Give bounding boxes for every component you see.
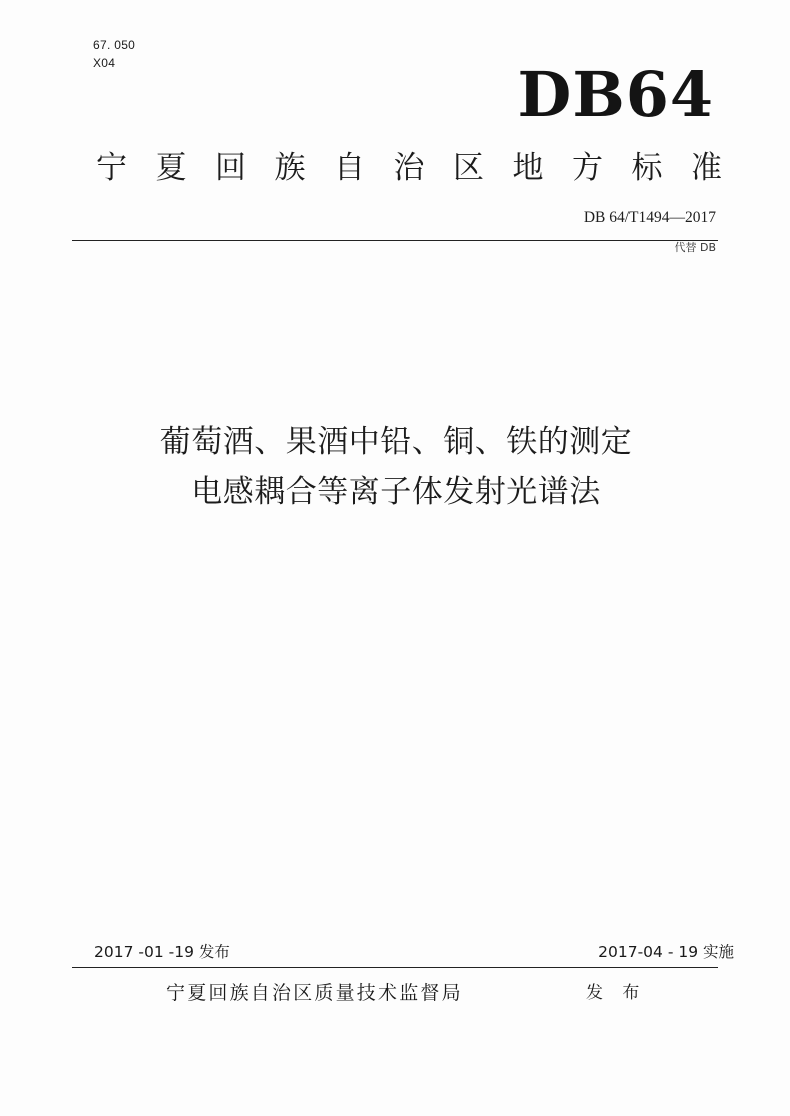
replaces-note: 代替 DB xyxy=(674,241,716,254)
publish-label: 发 布 xyxy=(586,983,647,1003)
standard-type-heading: 宁夏回族自治区地方标准 xyxy=(96,150,751,186)
ccs-code: X04 xyxy=(93,56,116,70)
document-title-line-2: 电感耦合等离子体发射光谱法 xyxy=(191,474,601,510)
implementation-date: 2017-04 - 19 实施 xyxy=(598,943,734,961)
classification-codes xyxy=(93,36,135,72)
footer-divider xyxy=(72,967,718,968)
db-mark-logo: DB64 xyxy=(517,58,714,131)
ics-code: 67. 050 xyxy=(93,38,136,52)
standard-number: DB 64/T1494—2017 xyxy=(583,209,716,226)
date-row xyxy=(94,941,734,963)
header-divider xyxy=(72,240,718,241)
issuing-authority: 宁夏回族自治区质量技术监督局 xyxy=(166,982,463,1004)
issue-date: 2017 -01 -19 发布 xyxy=(94,943,230,961)
document-title-line-1: 葡萄酒、果酒中铅、铜、铁的测定 xyxy=(159,424,633,460)
